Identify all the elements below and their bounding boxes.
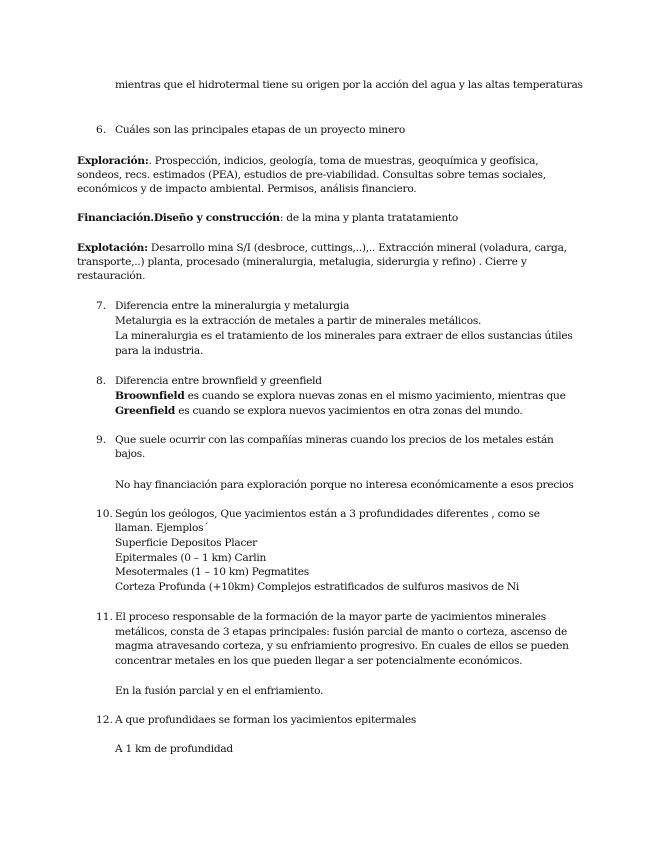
intro-line: mientras que el hidrotermal tiene su origen por la acción del agua y las altas temperaturas: [115, 79, 583, 91]
q12-answer: A 1 km de profundidad: [115, 743, 233, 755]
brownfield-text: es cuando se explora nuevas zonas en el mismo yacimiento, mientras que: [184, 390, 566, 402]
q7-question: Diferencia entre la mineralurgia y metalurgia: [115, 300, 350, 312]
exploracion-line-3: económicos y de impacto ambiental. Permisos, análisis financiero.: [77, 183, 417, 195]
q9-question-line-2: bajos.: [115, 448, 146, 460]
brownfield-label: Broownfield: [115, 390, 185, 402]
q12-question: A que profundidaes se forman los yacimientos epitermales: [115, 714, 417, 726]
exploracion-paragraph: [77, 154, 538, 168]
exploracion-line-2: sondeos, recs. estimados (PEA), estudios de pre-viabilidad. Consultas sobre temas sociales,: [77, 169, 546, 181]
exploracion-label: Exploración:: [77, 155, 149, 167]
q8-number: 8.: [96, 375, 107, 387]
q9-number: 9.: [96, 434, 107, 446]
q10-line-6: Corteza Profunda (+10km) Complejos estratificados de sulfuros masivos de Ni: [115, 581, 520, 593]
financiacion-paragraph: [77, 211, 458, 225]
greenfield-text: es cuando se explora nuevos yacimientos en otra zonas del mundo.: [175, 405, 523, 417]
q12-number: 12.: [96, 714, 113, 726]
q11-number: 11.: [96, 611, 113, 623]
q6-number: 6.: [96, 124, 107, 136]
financiacion-label: Financiación.Diseño y construcción: [77, 212, 280, 224]
q8-greenfield-line: [115, 404, 523, 418]
explotacion-line-3: restauración.: [77, 270, 146, 282]
greenfield-label: Greenfield: [115, 405, 176, 417]
financiacion-text: : de la mina y planta tratatamiento: [279, 212, 459, 224]
q9-question-line-1: Que suele ocurrir con las compañías mineras cuando los precios de los metales están: [115, 434, 554, 446]
q11-answer: En la fusión parcial y en el enfriamiento.: [115, 685, 324, 697]
q10-line-5: Mesotermales (1 – 10 km) Pegmatites: [115, 566, 309, 578]
q9-answer: No hay financiación para exploración porque no interesa económicamente a esos precios: [115, 479, 574, 491]
q7-line-3: para la industria.: [115, 345, 204, 357]
q7-line-2: La mineralurgia es el tratamiento de los minerales para extraer de ellos sustancias útiles: [115, 330, 573, 342]
exploracion-line-1: . Prospección, indicios, geología, toma de muestras, geoquímica y geofísica,: [148, 155, 539, 167]
q8-brownfield-line: [115, 389, 566, 403]
q7-line-1: Metalurgia es la extracción de metales a partir de minerales metálicos.: [115, 315, 482, 327]
explotacion-line-1: Desarrollo mina S/I (desbroce, cuttings,..),.. Extracción mineral (voladura, carga,: [147, 242, 567, 254]
explotacion-line-2: transporte,..) planta, procesado (mineralurgia, metalugia, siderurgia y refino) . Cierre y: [77, 256, 527, 268]
q10-number: 10.: [96, 508, 113, 520]
q10-line-3: Superficie Depositos Placer: [115, 537, 257, 549]
q8-question: Diferencia entre brownfield y greenfield: [115, 375, 322, 387]
q11-line-3: magma atravesando corteza, y su enfriamiento progresivo. En cuales de ellos se pueden: [115, 640, 569, 652]
q6-question: Cuáles son las principales etapas de un proyecto minero: [115, 124, 405, 136]
q10-line-2: llaman. Ejemplos´: [115, 522, 209, 534]
q11-line-1: El proceso responsable de la formación de la mayor parte de yacimientos minerales: [115, 611, 546, 623]
q10-line-4: Epitermales (0 – 1 km) Carlin: [115, 552, 267, 564]
q7-number: 7.: [96, 300, 107, 312]
explotacion-label: Explotación:: [77, 242, 148, 254]
q11-line-4: concentrar metales en los que pueden llegar a ser potencialmente económicos.: [115, 655, 523, 667]
q10-line-1: Según los geólogos, Que yacimientos están a 3 profundidades diferentes , como se: [115, 508, 540, 520]
explotacion-paragraph: [77, 241, 567, 255]
q11-line-2: metálicos, consta de 3 etapas principales: fusión parcial de manto o corteza, ascenso de: [115, 626, 568, 638]
